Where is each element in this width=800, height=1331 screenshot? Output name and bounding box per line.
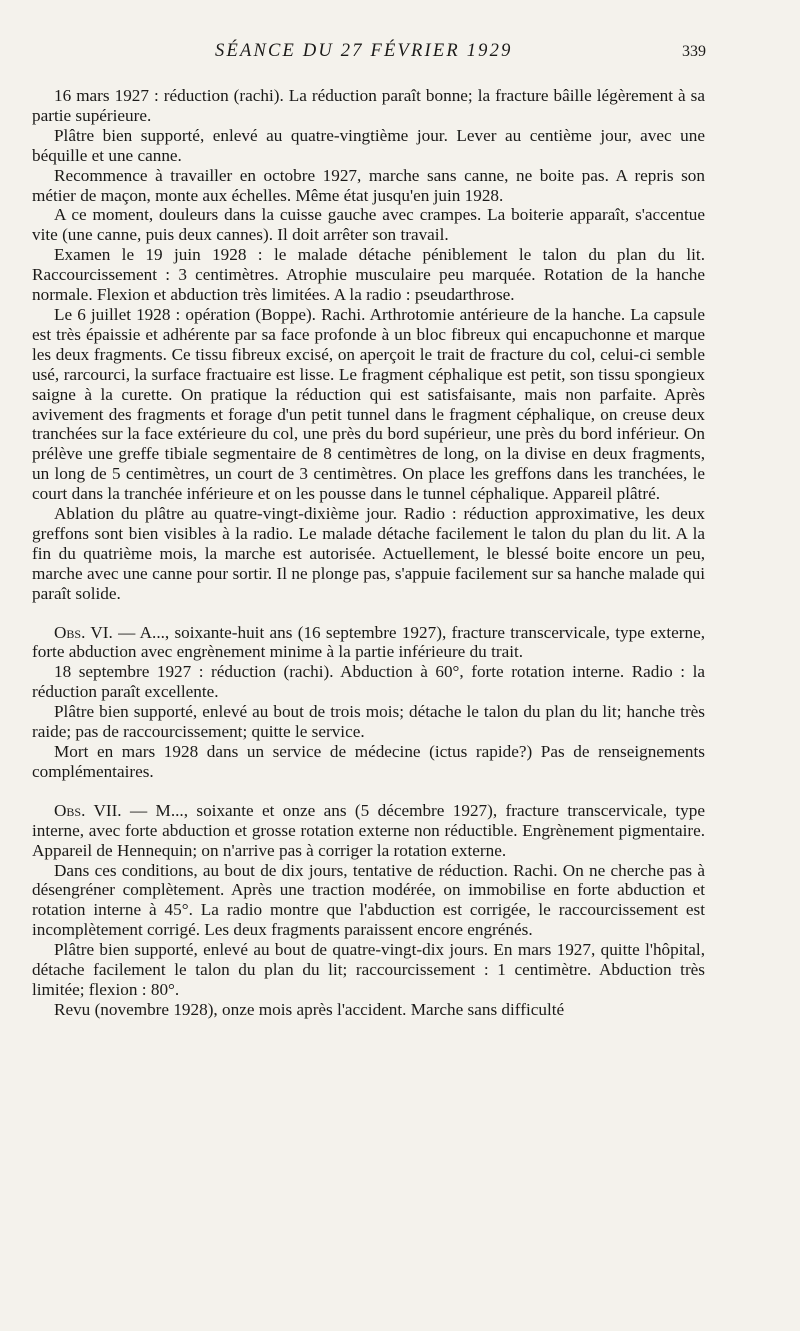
running-title: SÉANCE DU 27 FÉVRIER 1929 bbox=[215, 41, 513, 61]
page-number: 339 bbox=[682, 43, 706, 60]
observation-label: Obs. VII. bbox=[54, 800, 122, 820]
paragraph: 18 septembre 1927 : réduction (rachi). Abduction à 60°, forte rotation interne. Radio : la réduction paraît excellente. bbox=[32, 662, 705, 702]
observation-heading-paragraph bbox=[32, 801, 705, 861]
paragraph: Examen le 19 juin 1928 : le malade détache péniblement le talon du plan du lit. Raccourcissement : 3 centimètres. Atrophie musculaire peu marquée. Rotation de la hanche normale. Flexion et abduction très limitées. A la radio : pseudarthrose. bbox=[32, 245, 705, 305]
observation-text: — A..., soixante-huit ans (16 septembre 1927), fracture transcervicale, type externe, forte abduction avec engrènement minime à la partie inférieure du trait. bbox=[32, 622, 705, 662]
paragraph: Plâtre bien supporté, enlevé au quatre-vingtième jour. Lever au centième jour, avec une béquille et une canne. bbox=[32, 125, 705, 165]
paragraph: Mort en mars 1928 dans un service de médecine (ictus rapide?) Pas de renseignements complémentaires. bbox=[32, 742, 705, 781]
paragraph: 16 mars 1927 : réduction (rachi). La réduction paraît bonne; la fracture bâille légèrement à sa partie supérieure. bbox=[32, 86, 705, 125]
observation-text: — M..., soixante et onze ans (5 décembre 1927), fracture transcervicale, type interne, avec forte abduction et grosse rotation externe non réductible. Engrènement pigmentaire. Appareil de Hennequin; on n'arrive pas à corriger la rotation externe. bbox=[32, 800, 706, 860]
paragraph: Revu (novembre 1928), onze mois après l'accident. Marche sans difficulté bbox=[54, 999, 565, 1019]
paragraph: A ce moment, douleurs dans la cuisse gauche avec crampes. La boiterie apparaît, s'accentue vite (une canne, puis deux cannes). Il doit arrêter son travail. bbox=[32, 205, 705, 245]
paragraph: Ablation du plâtre au quatre-vingt-dixième jour. Radio : réduction approximative, les deux greffons sont bien visibles à la radio. Le malade détache facilement le talon du plan du lit. A la fin du quatrième mois, la marche est autorisée. Actuellement, le blessé boite encore un peu, marche avec une canne pour sortir. Il ne plonge pas, s'appuie facilement sur sa hanche malade qui paraît solide. bbox=[32, 504, 705, 603]
body-text bbox=[32, 86, 705, 1020]
paragraph: Plâtre bien supporté, enlevé au bout de quatre-vingt-dix jours. En mars 1927, quitte l'hôpital, détache facilement le talon du plan du lit; raccourcissement : 1 centimètre. Abduction très limitée; flexion : 80°. bbox=[32, 940, 705, 999]
paragraph: Dans ces conditions, au bout de dix jours, tentative de réduction. Rachi. On ne cherche pas à désengréner complètement. Après une traction modérée, on immobilise en forte abduction et rotation interne à 45°. La radio montre que l'abduction est corrigée, le raccourcissement est incomplètement corrigé. Les deux fragments paraissent encore engrénés. bbox=[32, 860, 705, 940]
observation-heading-paragraph bbox=[32, 623, 705, 663]
observation-label: Obs. VI. bbox=[54, 622, 113, 642]
paragraph: Recommence à travailler en octobre 1927, marche sans canne, ne boite pas. A repris son métier de maçon, monte aux échelles. Même état jusqu'en juin 1928. bbox=[32, 165, 705, 205]
paragraph: Le 6 juillet 1928 : opération (Boppe). Rachi. Arthrotomie antérieure de la hanche. La capsule est très épaissie et adhérente par sa face profonde à un bloc fibreux qui encapuchonne et marque les deux fragments. Ce tissu fibreux excisé, on aperçoit le trait de fracture du col, celui-ci semble usé, rarcourci, la surface fractuaire est lisse. Le fragment céphalique est petit, son tissu spongieux saigne à la curette. On pratique la réduction qui est satisfaisante, mais non parfaite. Après avivement des fragments et forage d'un petit tunnel dans le fragment céphalique, on creuse deux tranchées sur la face extérieure du col, une près du bord supérieur, une près du bord inférieur. On prélève une greffe tibiale segmentaire de 8 centimètres de long, on la divise en deux fragments, un long de 5 centimètres, un court de 3 centimètres. On place les greffons dans les tranchées, le court dans la tranchée inférieure et on les pousse dans le tunnel céphalique. Appareil plâtré. bbox=[32, 304, 705, 504]
paragraph: Plâtre bien supporté, enlevé au bout de trois mois; détache le talon du plan du lit; hanche très raide; pas de raccourcissement; quitte le service. bbox=[32, 702, 705, 742]
page-header bbox=[0, 41, 800, 63]
